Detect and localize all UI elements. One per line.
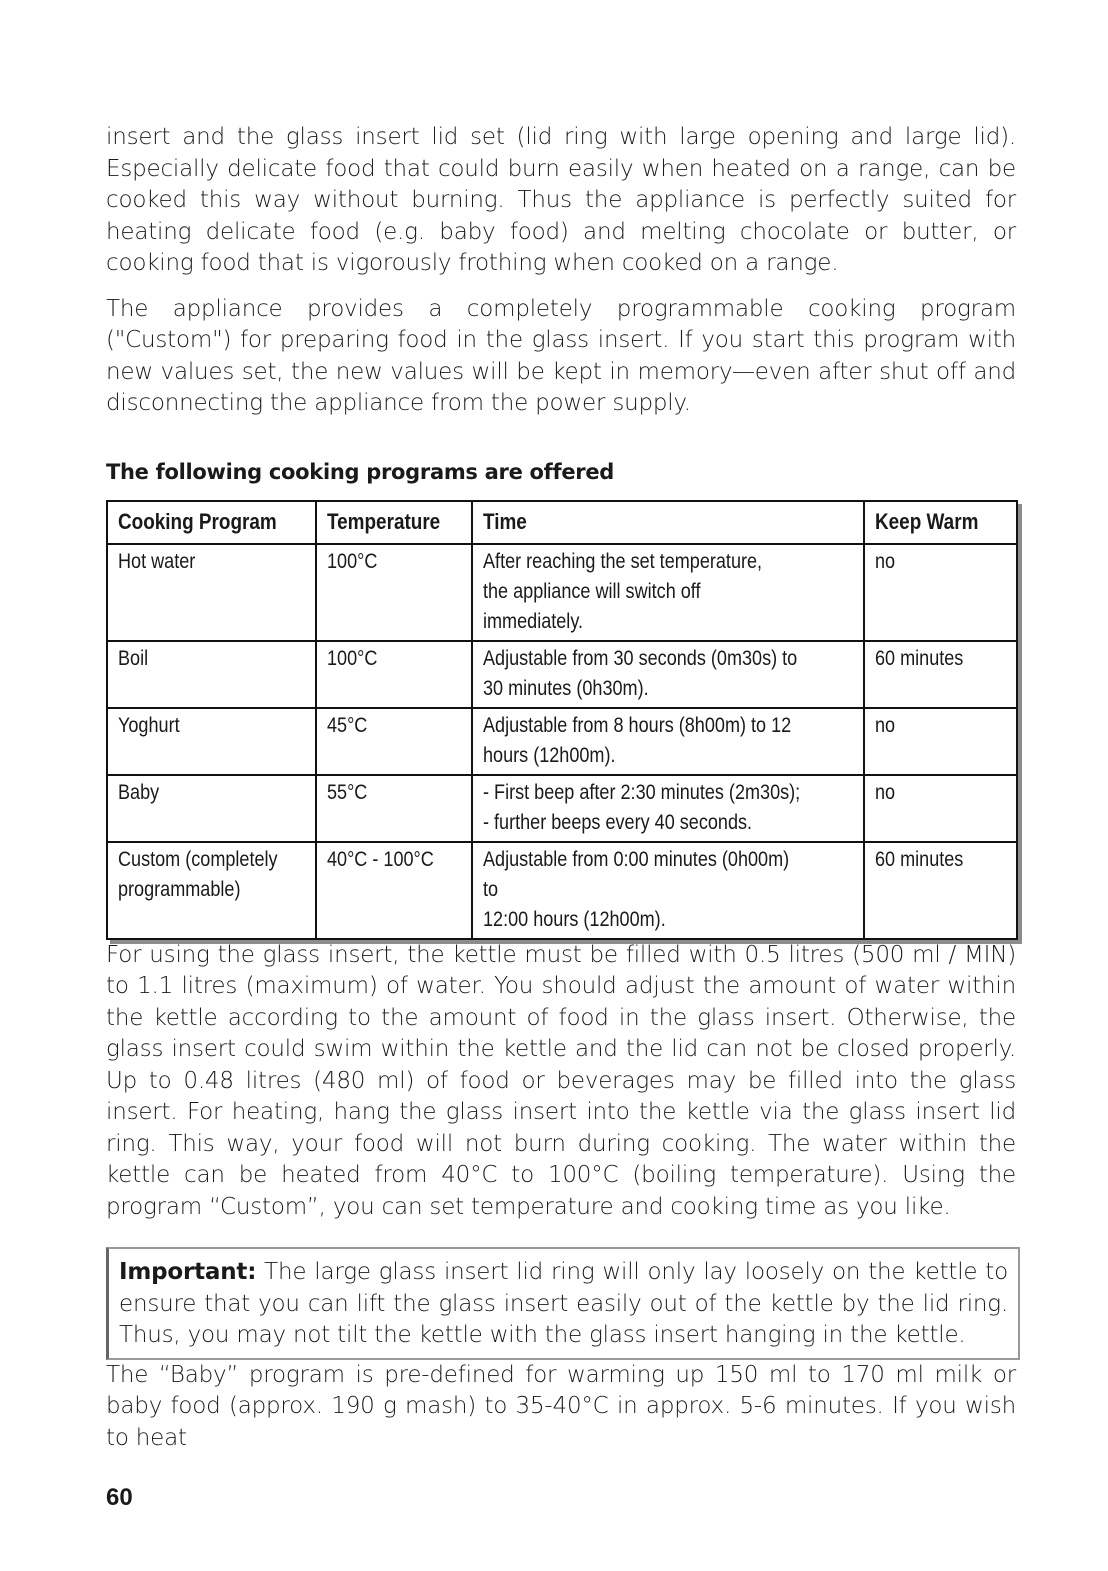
important-note-text bbox=[119, 1257, 1008, 1352]
page-content bbox=[106, 122, 1016, 1454]
cell-time: After reaching the set temperature, the appliance will switch off immediately. bbox=[472, 544, 865, 641]
cell-program: Yoghurt bbox=[107, 708, 316, 775]
important-body: The large glass insert lid ring will only lay loosely on the kettle to ensure that you can lift the glass insert easily out of the kettle by the lid ring. Thus, you may not tilt the kettle with the glass insert hanging in the kettle. bbox=[119, 1259, 1008, 1348]
table-row bbox=[107, 641, 1017, 708]
table-row bbox=[107, 544, 1017, 641]
table-row bbox=[107, 708, 1017, 775]
cell-keep-warm: no bbox=[864, 708, 1017, 775]
cell-time: Adjustable from 8 hours (8h00m) to 12 hours (12h00m). bbox=[472, 708, 865, 775]
column-header-keep-warm: Keep Warm bbox=[864, 501, 1017, 544]
cell-program: Boil bbox=[107, 641, 316, 708]
column-header-temperature: Temperature bbox=[316, 501, 472, 544]
paragraph-custom-program: The appliance provides a completely programmable cooking program ("Custom") for preparing food in the glass insert. If you start this program with new values set, the new values will be kept in memory—even after shut off and disconnecting the appliance from the power supply. bbox=[106, 295, 1016, 416]
column-header-time: Time bbox=[472, 501, 865, 544]
cell-temperature: 45°C bbox=[316, 708, 472, 775]
cell-program: Baby bbox=[107, 775, 316, 842]
cell-program: Custom (completely programmable) bbox=[107, 842, 316, 939]
cell-temperature: 55°C bbox=[316, 775, 472, 842]
cell-time: Adjustable from 0:00 minutes (0h00m) to 12:00 hours (12h00m). bbox=[472, 842, 865, 939]
cell-temperature: 100°C bbox=[316, 544, 472, 641]
table-header-row bbox=[107, 501, 1017, 544]
cell-keep-warm: 60 minutes bbox=[864, 641, 1017, 708]
cell-keep-warm: no bbox=[864, 544, 1017, 641]
paragraph-baby-program: The “Baby” program is pre-defined for warming up 150 ml to 170 ml milk or baby food (approx. 190 g mash) to 35-40°C in approx. 5-6 minutes. If you wish to heat bbox=[106, 1361, 1016, 1451]
table-row bbox=[107, 775, 1017, 842]
cell-keep-warm: no bbox=[864, 775, 1017, 842]
cell-program: Hot water bbox=[107, 544, 316, 641]
column-header-program: Cooking Program bbox=[107, 501, 316, 544]
important-note-box bbox=[106, 1247, 1020, 1360]
important-label: Important: bbox=[119, 1259, 257, 1285]
paragraph-glass-insert-usage: For using the glass insert, the kettle must be filled with 0.5 litres (500 ml / MIN) to 1.1 litres (maximum) of water. You should adjust the amount of water within the kettle according to the amount of food in the glass insert. Otherwise, the glass insert could swim within the kettle and the lid can not be closed properly. Up to 0.48 litres (480 ml) of food or beverages may be filled into the glass insert. For heating, hang the glass insert into the kettle via the glass insert lid ring. This way, your food will not burn during cooking. The water within the kettle can be heated from 40°C to 100°C (boiling temperature). Using the program “Custom”, you can set temperature and cooking time as you like. bbox=[106, 941, 1016, 1220]
cell-time: Adjustable from 30 seconds (0m30s) to 30 minutes (0h30m). bbox=[472, 641, 865, 708]
page-number: 60 bbox=[106, 1484, 133, 1511]
paragraph-intro: insert and the glass insert lid set (lid ring with large opening and large lid). Especially delicate food that could burn easily when heated on a range, can be cooked this way without burning. Thus the appliance is perfectly suited for heating delicate food (e.g. baby food) and melting chocolate or butter, or cooking food that is vigorously frothing when cooked on a range. bbox=[106, 124, 1016, 276]
cell-keep-warm: 60 minutes bbox=[864, 842, 1017, 939]
section-heading: The following cooking programs are offered bbox=[106, 459, 614, 484]
table-row bbox=[107, 842, 1017, 939]
cooking-programs-table bbox=[106, 500, 1018, 940]
cell-temperature: 40°C - 100°C bbox=[316, 842, 472, 939]
cell-temperature: 100°C bbox=[316, 641, 472, 708]
cell-time: - First beep after 2:30 minutes (2m30s); - further beeps every 40 seconds. bbox=[472, 775, 865, 842]
